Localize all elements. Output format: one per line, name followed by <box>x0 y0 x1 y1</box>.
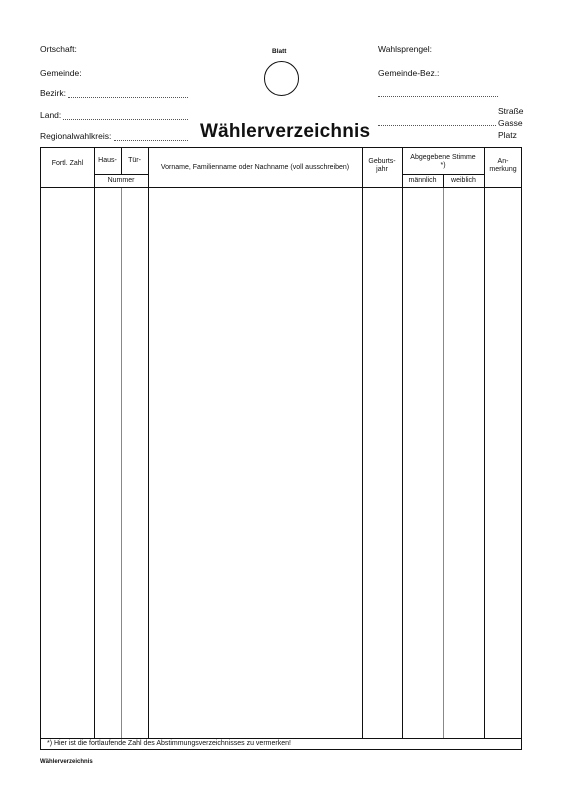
land-label: Land: <box>40 110 62 120</box>
land-field[interactable] <box>63 119 188 120</box>
ortschaft-label: Ortschaft: <box>40 44 77 54</box>
gemeinde-bez-field[interactable] <box>378 96 498 97</box>
platz-option: Platz <box>498 130 517 140</box>
col-geburtsjahr: Geburts- jahr <box>368 158 396 173</box>
col-abgegebene-stimme: Abgegebene Stimme *) <box>410 154 476 169</box>
regionalwahlkreis-field[interactable] <box>114 140 188 141</box>
wahlsprengel-label: Wahlsprengel: <box>378 44 433 54</box>
col-name: Vorname, Familienname oder Nachname (voll ausschreiben) <box>160 164 350 171</box>
col-tuer: Tür- <box>128 157 141 164</box>
voter-table <box>40 147 522 750</box>
blatt-label: Blatt <box>272 48 287 55</box>
strasse-option: Straße <box>498 106 524 116</box>
strassenname-field[interactable] <box>378 125 496 126</box>
col-maennlich: männlich <box>408 177 437 184</box>
gemeinde-label: Gemeinde: <box>40 68 82 78</box>
col-anmerkung: An- merkung <box>489 158 517 173</box>
bezirk-label: Bezirk: <box>40 88 66 98</box>
footnote: *) Hier ist die fortlaufende Zahl des Abstimmungsverzeichnisses zu vermerken! <box>47 740 291 747</box>
footer-label: Wählerverzeichnis <box>40 759 93 765</box>
blatt-circle[interactable] <box>264 61 299 96</box>
bezirk-field[interactable] <box>68 97 188 98</box>
col-fortl-zahl: Fortl. Zahl <box>51 160 84 167</box>
col-nummer: Nummer <box>107 177 135 184</box>
page-title: Wählerverzeichnis <box>200 121 371 142</box>
gemeinde-bez-label: Gemeinde-Bez.: <box>378 68 440 78</box>
col-weiblich: weiblich <box>451 177 476 184</box>
col-haus: Haus- <box>98 157 117 164</box>
regionalwahlkreis-label: Regionalwahlkreis: <box>40 131 112 141</box>
gasse-option: Gasse <box>498 118 523 128</box>
